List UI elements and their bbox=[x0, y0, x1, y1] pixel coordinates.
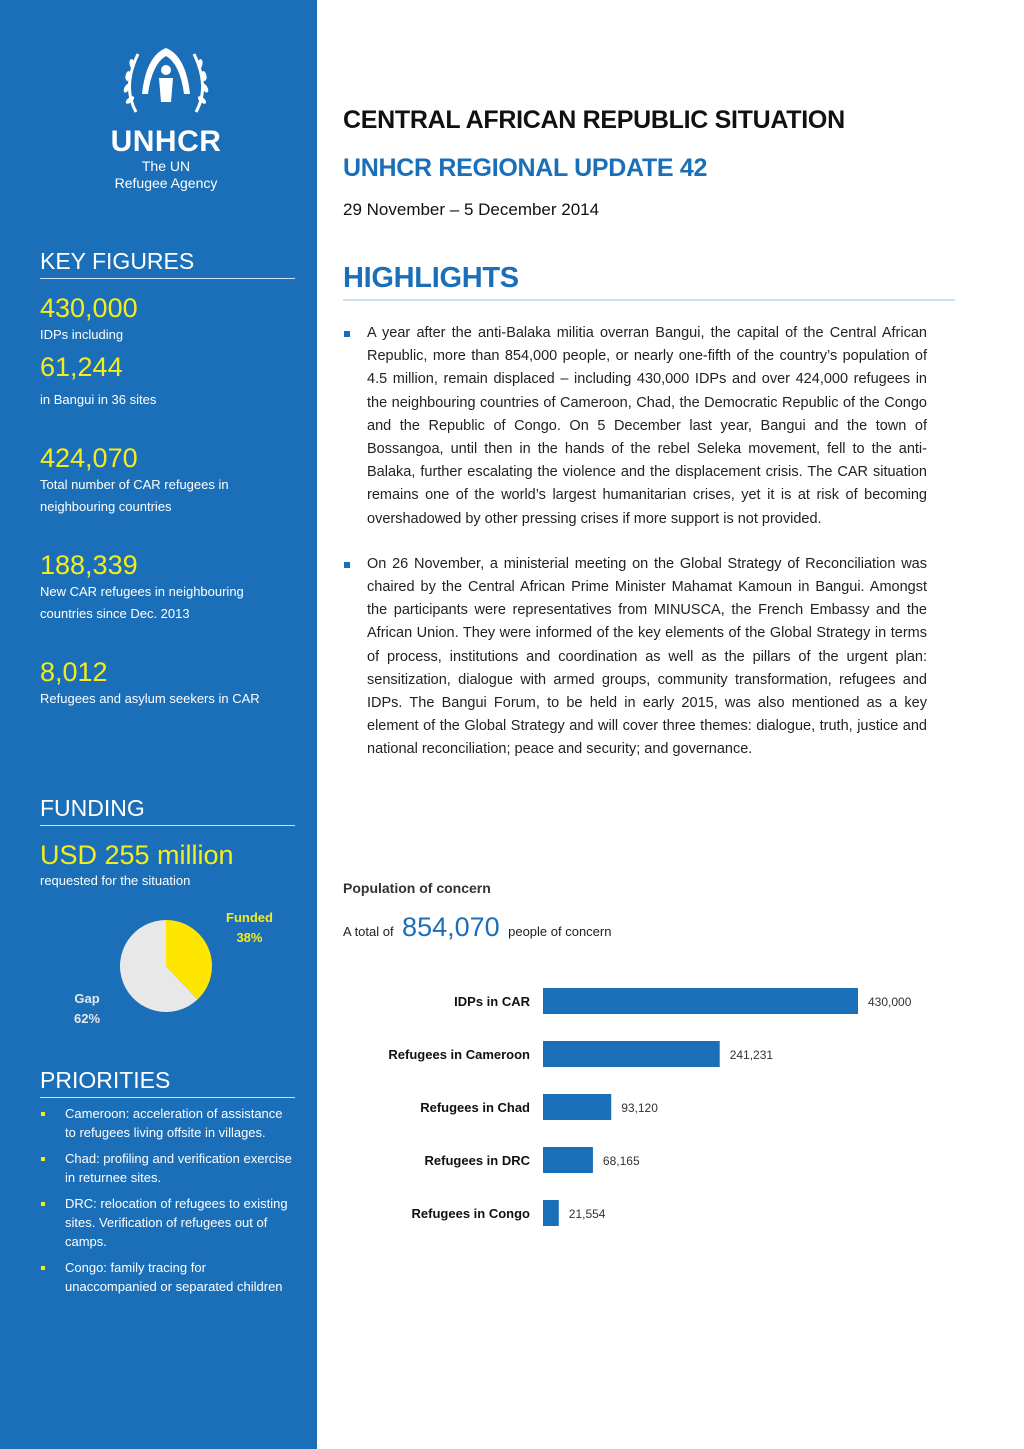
priority-item: Congo: family tracing for unaccompanied or separated children bbox=[40, 1258, 292, 1296]
bar-value-label: 430,000 bbox=[868, 995, 912, 1009]
bar-value-label: 93,120 bbox=[621, 1101, 658, 1115]
key-figure-value: 430,000 bbox=[40, 293, 138, 323]
population-total-value: 854,070 bbox=[402, 912, 500, 942]
bar bbox=[543, 1094, 611, 1120]
key-figure-value: 61,244 bbox=[40, 352, 123, 382]
report-date: 29 November – 5 December 2014 bbox=[343, 200, 600, 219]
priority-item: DRC: relocation of refugees to existing sites. Verification of refugees out of camps. bbox=[40, 1194, 292, 1251]
key-figure-label: Refugees and asylum seekers in CAR bbox=[40, 691, 260, 706]
priorities-heading: PRIORITIES bbox=[40, 1065, 295, 1098]
highlight-paragraph: A year after the anti-Balaka militia overran Bangui, the capital of the Central African Republic, more than 854,000 people, or nearly one-fifth of the country’s population of 4.5 million, remain displaced – including 430,000 IDPs and over 424,000 refugees in the neighbouring countries of Cameroon, Chad, the Democratic Republic of the Congo and the Republic of Congo. On 5 December last year, Bangui and the town of Bossangoa, until then in the hands of the rebel Seleka movement, fell to the anti-Balaka, further escalating the violence and the displacement crisis. The CAR situation remains one of the world’s largest humanitarian crises, yet it is at risk of becoming overshadowed by other pressing crises if more support is not provided. bbox=[343, 322, 927, 531]
pie-label-funded-name: Funded bbox=[226, 910, 273, 925]
key-figure-bangui bbox=[40, 351, 280, 411]
bar-value-label: 241,231 bbox=[729, 1048, 774, 1062]
priority-item: Cameroon: acceleration of assistance to refugees living offsite in villages. bbox=[40, 1104, 292, 1142]
unhcr-logo bbox=[96, 42, 236, 192]
key-figure-value: 8,012 bbox=[40, 657, 108, 687]
bar-category-label: Refugees in Cameroon bbox=[388, 1047, 530, 1062]
bar-category-label: Refugees in Congo bbox=[411, 1206, 530, 1221]
logo-wordmark: UNHCR bbox=[110, 125, 222, 158]
priority-item: Chad: profiling and verification exercise in returnee sites. bbox=[40, 1149, 292, 1187]
highlight-paragraph: On 26 November, a ministerial meeting on the Global Strategy of Reconciliation was chaired by the Central African Prime Minister Mahamat Kamoun in Bangui. Amongst the participants were representatives from MINUSCA, the French Embassy and the African Union. They were informed of the key elements of the Global Strategy in terms of process, institutions and coordination as well as the pillars of the urgent plan: sensitization, dialogue with armed groups, community transformation, refugees and IDPs. The Bangui Forum, to be held in early 2015, was also mentioned as a key element of the Global Strategy and will cover three themes: dialogue, truth, justice and national reconciliation; peace and security; and governance. bbox=[343, 553, 927, 762]
bar bbox=[543, 1200, 559, 1226]
population-total-prefix: A total of bbox=[343, 924, 394, 939]
document-subtitle: UNHCR REGIONAL UPDATE 42 bbox=[343, 154, 708, 182]
logo-tagline-line2: Refugee Agency bbox=[114, 175, 218, 191]
bar bbox=[543, 1041, 720, 1067]
sidebar bbox=[0, 0, 317, 1449]
key-figure-label: Total number of CAR refugees in neighbouring countries bbox=[40, 477, 229, 514]
key-figure-value: 188,339 bbox=[40, 550, 138, 580]
key-figure-asylum-seekers bbox=[40, 656, 280, 710]
pie-label-gap-name: Gap bbox=[74, 991, 100, 1006]
pie-label-gap bbox=[74, 989, 100, 1029]
highlights-heading: HIGHLIGHTS bbox=[343, 262, 955, 301]
pie-label-gap-pct: 62% bbox=[74, 1011, 101, 1026]
key-figure-label: New CAR refugees in neighbouring countries since Dec. 2013 bbox=[40, 584, 244, 621]
population-total-suffix: people of concern bbox=[508, 924, 612, 939]
priorities-list bbox=[40, 1104, 292, 1303]
document-title: CENTRAL AFRICAN REPUBLIC SITUATION bbox=[343, 106, 845, 134]
population-of-concern-title: Population of concern bbox=[343, 880, 491, 896]
bar-category-label: Refugees in DRC bbox=[424, 1153, 530, 1168]
key-figure-label: in Bangui in 36 sites bbox=[40, 392, 157, 407]
key-figure-value: 424,070 bbox=[40, 443, 138, 473]
funding-heading: FUNDING bbox=[40, 793, 295, 826]
key-figures-heading: KEY FIGURES bbox=[40, 246, 295, 279]
key-figure-idps bbox=[40, 292, 280, 346]
bar bbox=[543, 1147, 593, 1173]
logo-tagline-line1: The UN bbox=[141, 158, 191, 174]
unhcr-emblem-icon bbox=[116, 42, 216, 122]
bar-value-label: 21,554 bbox=[568, 1207, 606, 1221]
key-figure-label: IDPs including bbox=[40, 327, 124, 342]
key-figure-new-refugees bbox=[40, 549, 280, 625]
funding-pie-chart bbox=[118, 918, 214, 1014]
pie-label-funded bbox=[226, 908, 273, 948]
population-bar-chart bbox=[343, 978, 943, 1238]
funding-subtitle: requested for the situation bbox=[40, 873, 191, 888]
pie-label-funded-pct: 38% bbox=[236, 930, 263, 945]
bar bbox=[543, 988, 858, 1014]
population-total bbox=[343, 912, 611, 943]
highlights-list bbox=[343, 322, 927, 784]
funding-amount: USD 255 million bbox=[40, 840, 234, 870]
key-figure-refugees bbox=[40, 442, 280, 518]
bar-value-label: 68,165 bbox=[602, 1154, 640, 1168]
bar-category-label: IDPs in CAR bbox=[454, 994, 530, 1009]
bar-category-label: Refugees in Chad bbox=[420, 1100, 530, 1115]
